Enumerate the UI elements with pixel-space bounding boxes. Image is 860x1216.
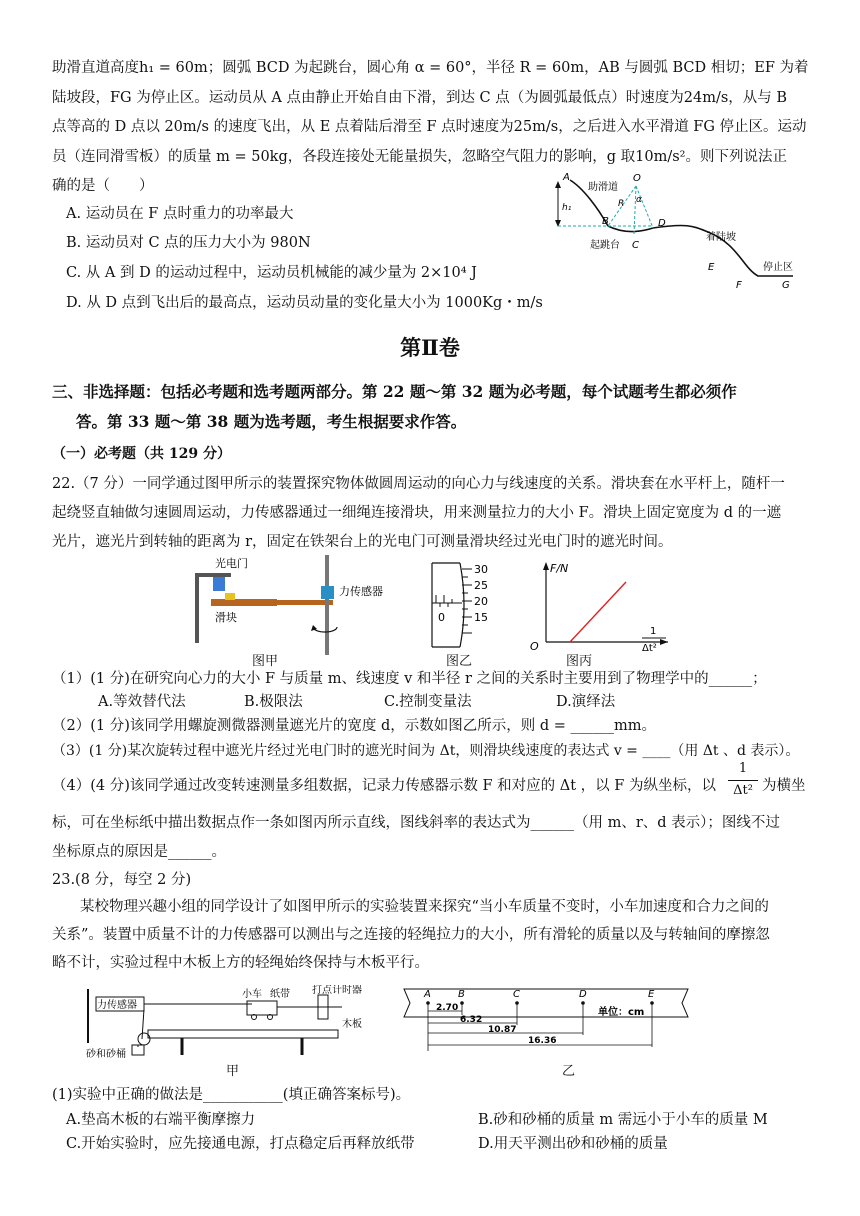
- label-d: D: [658, 218, 666, 229]
- q21-line-2: 陆坡段，FG 为停止区。运动员从 A 点由静止开始自由下滑，到达 C 点（为圆弧最低点）时速度为24m/s，从与 B: [52, 90, 788, 106]
- q21-line-5: 确的是（ ）: [52, 178, 154, 194]
- q23-heading: 23.(8 分，每空 2 分): [52, 872, 192, 888]
- label-a: A: [563, 172, 570, 183]
- tape-label-b: B: [458, 989, 465, 1000]
- q22-line-2: 起绕竖直轴做匀速圆周运动，力传感器通过一细绳连接滑块，用来测量拉力的大小 F。滑块上固定宽度为 d 的一遮: [52, 505, 782, 521]
- q23-opt-a: A.垫高木板的右端平衡摩擦力: [66, 1112, 256, 1128]
- q22-sub1-opt-d: D.演绎法: [556, 694, 616, 710]
- label-lichuanganqi: 力传感器: [339, 585, 383, 598]
- label-h1: h₁: [562, 203, 572, 213]
- label-zhuhua: 助滑道: [588, 182, 618, 193]
- tape-dist-3: 10.87: [488, 1025, 517, 1035]
- tick-15: 15: [474, 611, 488, 624]
- q23-opt-d: D.用天平测出砂和砂桶的质量: [478, 1136, 668, 1152]
- label-xiaoche: 小车: [242, 989, 262, 1000]
- q22-sub1: （1）(1 分)在研究向心力的大小 F 与质量 m、线速度 v 和半径 r 之间的关系时主要用到了物理学中的______；: [52, 671, 767, 687]
- q22-sub4-d: 坐标原点的原因是______。: [52, 844, 226, 860]
- tape-label-e: E: [648, 989, 655, 1000]
- q22-sub1-opt-a: A.等效替代法: [98, 694, 186, 710]
- tick-30: 30: [474, 563, 488, 576]
- label-zhidai: 纸带: [270, 989, 290, 1000]
- label-f: F: [736, 280, 742, 291]
- label-huakuai: 滑块: [215, 611, 237, 624]
- q22-frac-num: 1: [738, 761, 748, 776]
- q22-sub1-opt-c: C.控制变量法: [384, 694, 472, 710]
- label-qitiao: 起跳台: [590, 240, 620, 251]
- figure-bing-graph: [528, 558, 678, 654]
- q23-line-3: 略不计，实验过程中木板上方的轻绳始终保持与木板平行。: [52, 955, 429, 971]
- caption-jia: 图甲: [252, 654, 279, 669]
- axis-xlabel-num: 1: [650, 626, 657, 637]
- q22-line-3: 光片，遮光片到转轴的距离为 r，固定在铁架台上的光电门可测量滑块经过光电门时的遮光时间。: [52, 534, 673, 550]
- q21-option-c: C. 从 A 到 D 的运动过程中，运动员机械能的减少量为 2×10⁴ J: [66, 265, 477, 281]
- q22-sub3: （3）(1 分)某次旋转过程中遮光片经过光电门时的遮光时间为 Δt，则滑块线速度的表达式 v = ____（用 Δt 、d 表示）。: [52, 743, 800, 759]
- q22-sub4-b: 为横坐: [762, 778, 806, 794]
- q23-opt-b: B.砂和砂桶的质量 m 需远小于小车的质量 M: [478, 1112, 768, 1128]
- q21-option-a: A. 运动员在 F 点时重力的功率最大: [66, 206, 294, 222]
- caption-tape-yi: 乙: [562, 1064, 576, 1079]
- q22-sub1-opt-b: B.极限法: [244, 694, 303, 710]
- label-tingzhi: 停止区: [763, 262, 793, 273]
- q21-line-4: 员（连同滑雪板）的质量 m = 50kg，各段连接处无能量损失，忽略空气阻力的影响，g 取10m/s²。则下列说法正: [52, 149, 787, 165]
- caption-cart-jia: 甲: [226, 1064, 240, 1079]
- figure-jia-apparatus: [185, 555, 405, 665]
- label-c: C: [632, 240, 639, 251]
- label-force-sensor: 力传感器: [97, 1000, 137, 1011]
- q22-sub4-a: （4）(4 分)该同学通过改变转速测量多组数据，记录力传感器示数 F 和对应的 Δt ，以 F 为纵坐标，以: [52, 778, 716, 794]
- label-g: G: [782, 280, 790, 291]
- tick-20: 20: [474, 595, 488, 608]
- q22-line-1: 22.（7 分）一同学通过图甲所示的装置探究物体做圆周运动的向心力与线速度的关系。滑块套在水平杆上，随杆一: [52, 476, 785, 492]
- q22-sub2: （2）(1 分)该同学用螺旋测微器测量遮光片的宽度 d，示数如图乙所示，则 d = ______mm。: [52, 718, 657, 734]
- tape-dist-2: 6.32: [460, 1015, 483, 1025]
- label-dadian: 打点计时器: [312, 985, 362, 996]
- q22-sub4-c: 标，可在坐标纸中描出数据点作一条如图丙所示直线，图线斜率的表达式为______（用 m、r、d 表示）；图线不过: [52, 815, 780, 831]
- q23-line-1: 某校物理兴趣小组的同学设计了如图甲所示的实验装置来探究“当小车质量不变时，小车加速度和合力之间的: [80, 899, 769, 915]
- figure-yi-micrometer: [400, 555, 520, 655]
- q22-frac-den: Δt²: [733, 783, 753, 798]
- ski-jump-figure: [548, 168, 808, 298]
- tape-label-a: A: [424, 989, 431, 1000]
- label-r: R: [618, 199, 625, 209]
- q23-opt-c: C.开始实验时，应先接通电源，打点稳定后再释放纸带: [66, 1136, 415, 1152]
- part3-line-2: 答。第 33 题～第 38 题为选考题，考生根据要求作答。: [76, 412, 467, 431]
- tape-dist-1: 2.70: [436, 1003, 459, 1013]
- tape-dist-4: 16.36: [528, 1036, 557, 1046]
- caption-bing: 图丙: [566, 654, 593, 669]
- axis-origin: O: [530, 640, 539, 653]
- figure-paper-tape: [398, 985, 698, 1055]
- label-muban: 木板: [342, 1019, 362, 1030]
- label-alpha: α: [636, 195, 642, 205]
- section-title: 第Ⅱ卷: [400, 335, 460, 360]
- q23-sub1: (1)实验中正确的做法是___________(填正确答案标号)。: [52, 1087, 411, 1103]
- tape-unit: 单位：cm: [598, 1007, 645, 1018]
- tape-label-c: C: [513, 989, 520, 1000]
- q21-line-3: 点等高的 D 点以 20m/s 的速度飞出，从 E 点着陆后滑至 F 点时速度为25m/s，之后进入水平滑道 FG 停止区。运动: [52, 119, 807, 135]
- tick-zero: 0: [438, 611, 445, 624]
- q22-frac-bar: [728, 780, 758, 781]
- label-guangdianmen: 光电门: [215, 557, 248, 570]
- tape-label-d: D: [579, 989, 587, 1000]
- axis-xlabel-den: Δt²: [642, 643, 657, 654]
- figure-cart-apparatus: [82, 985, 382, 1065]
- part3-line-1: 三、非选择题：包括必考题和选考题两部分。第 22 题～第 32 题为必考题，每个试题考生都必须作: [52, 382, 737, 401]
- axis-ylabel: F/N: [550, 562, 569, 575]
- label-zhuolu: 着陆坡: [706, 232, 736, 243]
- label-o: O: [633, 173, 641, 184]
- q23-line-2: 关系”。装置中质量不计的力传感器可以测出与之连接的轻绳拉力的大小，所有滑轮的质量以及与转轴间的摩擦忽: [52, 927, 770, 943]
- label-b: B: [602, 216, 609, 227]
- q21-line-1: 助滑直道高度h₁ = 60m；圆弧 BCD 为起跳台，圆心角 α = 60°，半径 R = 60m，AB 与圆弧 BCD 相切；EF 为着: [52, 60, 809, 76]
- label-shatong: 砂和砂桶: [86, 1049, 126, 1060]
- label-e: E: [708, 262, 715, 273]
- q21-option-d: D. 从 D 点到飞出后的最高点，运动员动量的变化量大小为 1000Kg・m/s: [66, 295, 543, 311]
- tick-25: 25: [474, 579, 488, 592]
- q21-option-b: B. 运动员对 C 点的压力大小为 980N: [66, 235, 311, 251]
- caption-yi: 图乙: [446, 654, 473, 669]
- part3-subheading: （一）必考题（共 129 分）: [52, 446, 231, 462]
